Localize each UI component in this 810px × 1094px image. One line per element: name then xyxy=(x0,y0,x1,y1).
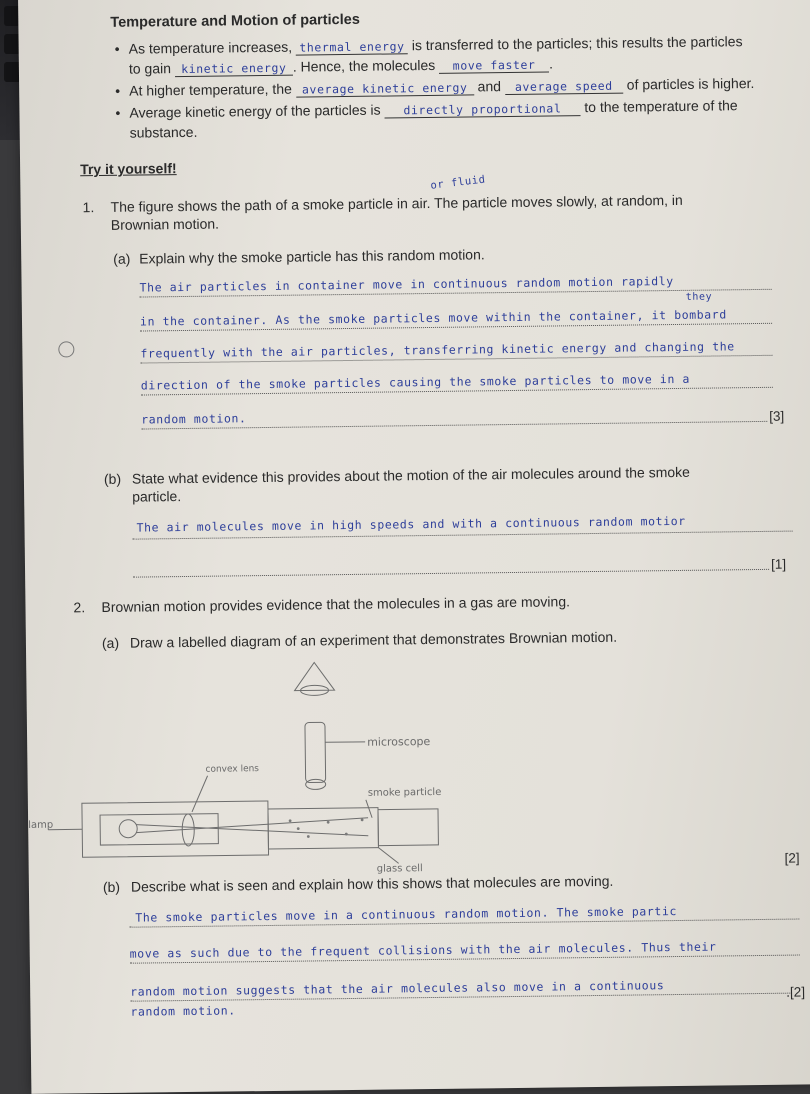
bullet-dot: • xyxy=(115,83,120,99)
answer-1a-line-2: in the container. As the smoke particles move within the container, it bombard xyxy=(140,307,727,328)
objective-lens xyxy=(306,779,326,789)
bullet-2-line xyxy=(129,75,754,100)
answer-1b: The air molecules move in high speeds and with a continuous random motior xyxy=(136,514,685,535)
question-2a-text: Draw a labelled diagram of an experiment that demonstrates Brownian motion. xyxy=(130,629,617,651)
worksheet-page xyxy=(18,0,810,1094)
eyepiece-cone xyxy=(294,662,334,690)
question-1b-text: State what evidence this provides about the motion of the air molecules around the smoke xyxy=(132,464,690,487)
pencil-mark xyxy=(58,341,74,357)
answer-1a-line-3: frequently with the air particles, transferring kinetic energy and changing the xyxy=(140,339,735,360)
brownian-motion-diagram xyxy=(26,644,809,884)
label-leader-line xyxy=(378,847,398,863)
label-smoke-particle: smoke particle xyxy=(368,787,442,799)
question-1-text-2: Brownian motion. xyxy=(111,216,219,233)
marks-1a: [3] xyxy=(769,409,784,424)
label-glass-cell: glass cell xyxy=(377,863,423,875)
question-1a-text: Explain why the smoke particle has this random motion. xyxy=(139,246,485,266)
section-heading: Try it yourself! xyxy=(80,160,177,177)
question-1b-label: (b) xyxy=(104,471,121,487)
bullet-1-end: . xyxy=(549,55,553,71)
bullet-3-line-2: substance. xyxy=(130,124,198,141)
answer-2b-line-1: The smoke particles move in a continuous random motion. The smoke partic xyxy=(135,904,677,925)
fill-kinetic-energy: kinetic energy xyxy=(175,61,293,77)
label-lamp: lamp xyxy=(28,820,53,831)
page-title: Temperature and Motion of particles xyxy=(110,12,360,31)
question-1b-text-2: particle. xyxy=(132,488,181,505)
bullet-1-text: As temperature increases, xyxy=(129,39,293,57)
label-convex-lens: convex lens xyxy=(205,764,259,775)
label-leader-line xyxy=(366,800,372,818)
lamp-inner xyxy=(100,814,218,845)
question-1-number: 1. xyxy=(83,199,95,215)
bullet-dot: • xyxy=(115,105,120,121)
bullet-1-line-1 xyxy=(129,33,743,57)
glass-cell xyxy=(268,808,378,849)
bullet-2-text: At higher temperature, the xyxy=(129,81,292,99)
marks-2b: .[2] xyxy=(786,984,805,999)
lamp-bulb xyxy=(119,820,137,838)
smoke-particle-dot xyxy=(297,827,300,830)
glass-cell-end xyxy=(378,809,438,846)
bullet-1-line-2 xyxy=(129,55,553,77)
label-leader-line xyxy=(192,776,208,812)
smoke-particle-dot xyxy=(327,821,330,824)
smoke-particle-dot xyxy=(307,835,310,838)
question-2b-label: (b) xyxy=(103,879,120,895)
smoke-particle-dot xyxy=(289,819,292,822)
microscope-tube xyxy=(305,722,326,782)
fill-thermal-energy: thermal energy xyxy=(296,39,408,55)
fill-move-faster: move faster xyxy=(439,58,549,74)
bullet-3-line-1 xyxy=(129,97,737,121)
bullet-1-text-2: to gain xyxy=(129,60,171,77)
bullet-1-text-mid: . Hence, the molecules xyxy=(293,57,436,75)
bullet-2-text-post: of particles is higher. xyxy=(627,75,755,93)
answer-1a-line-4: direction of the smoke particles causing the smoke particles to move in a xyxy=(141,372,690,393)
answer-line xyxy=(133,569,769,578)
answer-1a-line-1: The air particles in container move in continuous random motion rapidly xyxy=(140,274,674,295)
bullet-3-text: Average kinetic energy of the particles is xyxy=(129,102,380,121)
question-1-text: The figure shows the path of a smoke particle in air. The particle moves slowly, at random, in xyxy=(111,192,683,215)
answer-2b-line-3: random motion suggests that the air molecules also move in a continuous xyxy=(130,978,664,999)
marks-1b: [1] xyxy=(771,557,786,572)
bullet-1-text-post: is transferred to the particles; this results the particles xyxy=(412,33,743,53)
bullet-3-text-post: to the temperature of the xyxy=(584,97,738,115)
answer-1a-insert: they xyxy=(686,292,713,303)
answer-1a-line-5: random motion. xyxy=(141,411,247,426)
fill-average-speed: average speed xyxy=(505,79,623,95)
label-microscope: microscope xyxy=(367,735,430,749)
bullet-dot: • xyxy=(115,41,120,57)
marks-2a: [2] xyxy=(785,851,800,866)
question-2a-label: (a) xyxy=(102,635,119,651)
answer-2b-line-2: move as such due to the frequent collisions with the air molecules. Thus their xyxy=(130,940,717,961)
smoke-particle-dot xyxy=(361,818,364,821)
fill-directly-proportional: directly proportional xyxy=(384,101,580,118)
answer-2b-line-4: random motion. xyxy=(130,1003,236,1018)
question-2b-text: Describe what is seen and explain how this shows that molecules are moving. xyxy=(131,873,614,895)
question-1a-label: (a) xyxy=(113,251,130,267)
question-2-number: 2. xyxy=(73,599,85,615)
handwritten-insert: or fluid xyxy=(430,173,486,191)
question-2-text: Brownian motion provides evidence that the molecules in a gas are moving. xyxy=(101,593,570,615)
bullet-2-and: and xyxy=(478,78,502,94)
fill-average-kinetic-energy: average kinetic energy xyxy=(296,80,474,97)
